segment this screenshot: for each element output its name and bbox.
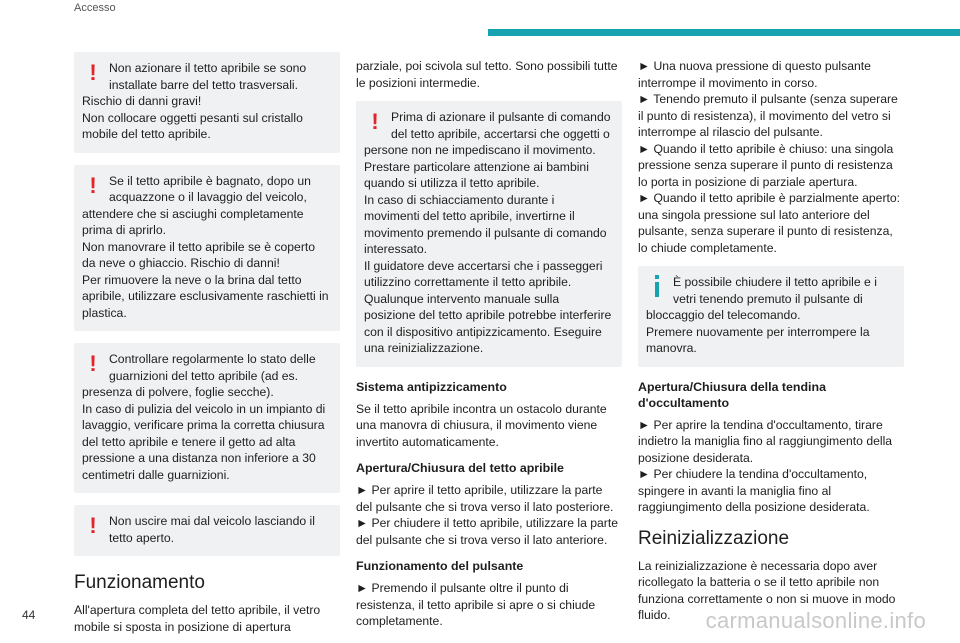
warning-text: presenza di polvere, foglie secche). In caso di pulizia del veicolo in un impianto di lavaggio, verificare prima la corretta chiusura del tetto apribile e tenere il getto ad alta pressione a una distanza non inferiore a 30 centimetri dalle guarnizioni.	[82, 385, 326, 482]
section-heading-funzionamento: Funzionamento	[74, 572, 205, 593]
warning-icon: !	[89, 172, 97, 198]
page-number: 44	[22, 608, 36, 622]
info-text-first: È possibile chiudere il tetto apribile e i vetri tenendo premuto il pulsante di	[673, 275, 877, 306]
body-paragraph: All'apertura completa del tetto apribile, il vetro mobile si sposta in posizione di apertura	[74, 603, 321, 634]
warning-text: Rischio di danni gravi! Non collocare oggetti pesanti sul cristallo mobile del tetto apribile.	[82, 94, 303, 141]
warning-text-first: Non uscire mai dal veicolo lasciando il tetto aperto.	[109, 514, 315, 545]
subheading-antipizzicamento: Sistema antipizzicamento	[356, 379, 507, 394]
column-middle	[356, 58, 622, 638]
subheading-apertura-chiusura: Apertura/Chiusura del tetto apribile	[356, 461, 564, 475]
warning-box	[356, 101, 622, 367]
column-left	[74, 52, 340, 643]
warning-icon: !	[371, 109, 379, 134]
body-paragraph: La reinizializzazione è necessaria dopo aver ricollegato la batteria o se il tetto apribile non funziona correttamente o non si muove in modo fluido.	[638, 558, 896, 622]
warning-box	[74, 505, 340, 556]
header-accent-bar	[488, 29, 960, 36]
section-heading-reinizializzazione: Reinizializzazione	[638, 527, 790, 549]
info-icon	[651, 275, 663, 301]
body-paragraph: ► Per aprire il tetto apribile, utilizzare la parte del pulsante che si trova verso il lato posteriore. ► Per chiudere il tetto apribile, utilizzare la parte del pulsante che si trova verso il lato anteriore.	[356, 483, 619, 547]
body-paragraph: ► Premendo il pulsante oltre il punto di resistenza, il tetto apribile si apre o si chiude completamente.	[356, 581, 596, 628]
body-paragraph: Se il tetto apribile incontra un ostacolo durante una manovra di chiusura, il movimento viene invertito automaticamente.	[356, 401, 607, 449]
warning-icon: !	[89, 351, 97, 376]
warning-icon: !	[89, 60, 97, 85]
section-title: Accesso	[74, 2, 116, 14]
column-right	[638, 58, 904, 632]
warning-icon: !	[89, 513, 97, 538]
warning-text-first: Controllare regolarmente lo stato delle guarnizioni del tetto apribile (ad es.	[109, 352, 316, 383]
body-paragraph: ► Una nuova pressione di questo pulsante interrompe il movimento in corso. ► Tenendo premuto il pulsante (senza superare il punto di resistenza), il movimento del vetro si interrompe al rilascio del pulsante. ► Quando il tetto apribile è chiuso: una singola pressione senza superare il punto di resistenza lo porta in posizione di parziale apertura. ► Quando il tetto apribile è parzialmente aperto: una singola pressione sul lato anteriore del pulsante, senza superare il punto di resistenza, lo chiude completamente.	[638, 59, 901, 255]
warning-box	[74, 165, 340, 332]
warning-text-first: Non azionare il tetto apribile se sono installate barre del tetto trasversali.	[109, 61, 307, 92]
body-paragraph: parziale, poi scivola sul tetto. Sono possibili tutte le posizioni intermedie.	[356, 59, 618, 90]
warning-box	[74, 343, 340, 493]
subheading-funzionamento-pulsante: Funzionamento del pulsante	[356, 559, 524, 573]
body-paragraph: ► Per aprire la tendina d'occultamento, tirare indietro la maniglia fino al raggiungimento della posizione desiderata. ► Per chiudere la tendina d'occultamento, spingere in avanti la maniglia fino al raggiungimento della posizione desiderata.	[638, 417, 893, 514]
warning-text: persone non ne impediscano il movimento. Prestare particolare attenzione ai bambini quando si utilizza il tetto apribile. In caso di schiacciamento durante i movimenti del tetto apribile, invertirne il movimento premendo il pulsante di comando interessato. Il guidatore deve accertarsi che i passeggeri utilizzino correttamente il tetto apribile. Qualunque intervento manuale sulla posizione del tetto apribile potrebbe interferire con il dispositivo antipizzicamento. Eseguire una reinizializzazione.	[364, 143, 612, 355]
info-text: bloccaggio del telecomando. Premere nuovamente per interrompere la manovra.	[646, 308, 870, 355]
warning-text-first: Se il tetto apribile è bagnato, dopo un acquazzone o il lavaggio del veicolo,	[109, 173, 311, 204]
info-box	[638, 266, 904, 367]
subheading-tendina: Apertura/Chiusura della tendina d'occultamento	[638, 379, 826, 410]
warning-text: attendere che si asciughi completamente prima di aprirlo. Non manovrare il tetto apribile se è coperto da neve o ghiaccio. Rischio di danni! Per rimuovere la neve o la brina dal tetto apribile, utilizzare esclusivamente raschietti in plastica.	[82, 206, 329, 320]
warning-box	[74, 52, 340, 153]
watermark: carmanualsonline.info	[705, 608, 926, 633]
warning-text-first: Prima di azionare il pulsante di comando del tetto apribile, accertarsi che oggetti o	[391, 110, 611, 141]
